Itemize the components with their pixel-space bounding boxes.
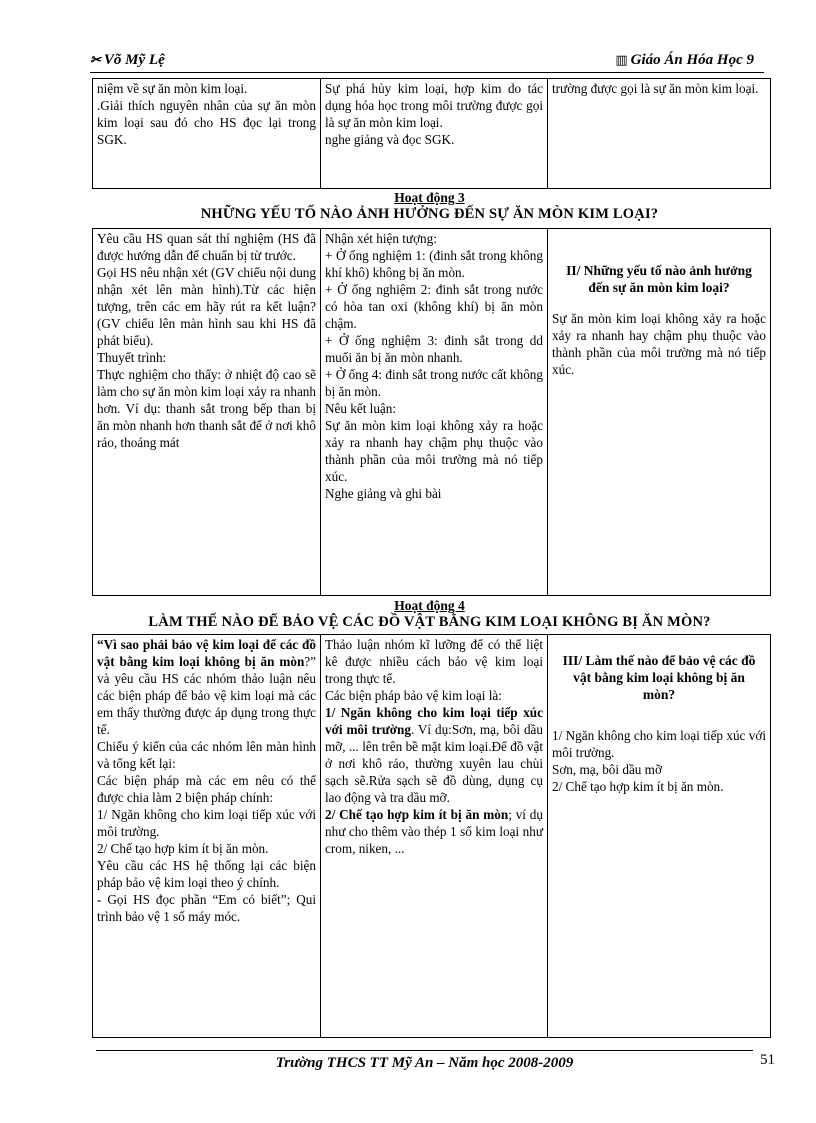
- cont-col2: Sự phá hủy kim loại, hợp kim do tác dụng hóa học trong môi trường được gọi là sự ăn mòn kim loại. nghe giảng và đọc SGK.: [321, 79, 548, 189]
- table-activity3: [92, 228, 771, 596]
- cont-col3: trường được gọi là sự ăn mòn kim loại.: [548, 79, 771, 189]
- page-header: [90, 50, 754, 72]
- activity4-label: Hoạt động 4: [394, 598, 465, 613]
- scissors-icon: ✂: [90, 52, 101, 67]
- activity3-heading: [92, 190, 767, 223]
- activity4-teacher-col: “Vì sao phải bảo vệ kim loại để các đồ vật bằng kim loại không bị ăn mòn?” và yêu cầu HS các nhóm thảo luận nêu các biện pháp để bảo vệ kim loại mà các em thấy thường được áp dụng trong thực tế. Chiếu ý kiến của các nhóm lên màn hình và tổng kết lại: Các biện pháp mà các em nêu có thể được chia làm 2 biện pháp chính: 1/ Ngăn không cho kim loại tiếp xúc với môi trường. 2/ Chế tạo hợp kim ít bị ăn mòn. Yêu cầu các HS hệ thống lại các biện pháp bảo vệ kim loại theo ý chính. - Gọi HS đọc phần “Em có biết”; Qui trình bảo vệ 1 số máy móc.: [93, 635, 321, 1038]
- activity3-content-col: II/ Những yếu tố nào ảnh hưởng đến sự ăn mòn kim loại? Sự ăn mòn kim loại không xảy ra hoặc xảy ra nhanh hay chậm phụ thuộc vào thành phần của môi trường mà nó tiếp xúc.: [548, 229, 771, 596]
- table-activity4: [92, 634, 771, 1038]
- activity3-section-heading: II/ Những yếu tố nào ảnh hưởng đến sự ăn mòn kim loại?: [566, 263, 752, 295]
- activity4-title: LÀM THẾ NÀO ĐỂ BẢO VỆ CÁC ĐỒ VẬT BẰNG KIM LOẠI KHÔNG BỊ ĂN MÒN?: [148, 614, 711, 630]
- book-icon: ▥: [615, 52, 628, 67]
- header-subject: ▥ Giáo Án Hóa Học 9: [615, 52, 754, 68]
- activity3-title: NHỮNG YẾU TỐ NÀO ẢNH HƯỞNG ĐẾN SỰ ĂN MÒN KIM LOẠI?: [200, 206, 659, 222]
- footer-school: Trường THCS TT Mỹ An – Năm học 2008-2009: [275, 1055, 574, 1071]
- header-author: ✂ Võ Mỹ Lệ: [90, 52, 165, 68]
- table-continuation: [92, 78, 771, 189]
- activity3-student-col: Nhận xét hiện tượng: + Ở ống nghiệm 1: (đinh sắt trong không khí khô) không bị ăn mòn. + Ở ống nghiệm 2: đinh sắt trong nước có hòa tan oxi (không khí) bị ăn mòn chậm. + Ở ống nghiệm 3: đinh sắt trong dd muối ăn bị ăn mòn nhanh. + Ở ống 4: đinh sắt trong nước cất không bị ăn mòn. Nêu kết luận: Sự ăn mòn kim loại không xảy ra hoặc xảy ra nhanh hay chậm phụ thuộc vào thành phần của môi trường mà nó tiếp xúc. Nghe giảng và ghi bài: [321, 229, 548, 596]
- cont-col1: niệm về sự ăn mòn kim loại. .Giải thích nguyên nhân của sự ăn mòn kim loại sau đó cho HS đọc lại trong SGK.: [93, 79, 321, 189]
- activity3-label: Hoạt động 3: [394, 190, 465, 205]
- activity4-student-col: Thảo luận nhóm kĩ lưỡng để có thể liệt kê được nhiều cách bảo vệ kim loại trong thực tế. Các biện pháp bảo vệ kim loại là: 1/ Ngăn không cho kim loại tiếp xúc với môi trường. Ví dụ:Sơn, mạ, bôi dầu mỡ, ... lên trên bề mặt kim loại.Để đồ vật ở nơi khô ráo, thường xuyên lau chùi sạch sẽ.Rửa sạch sẽ đồ dùng, dụng cụ lao động và tra dầu mỡ. 2/ Chế tạo hợp kim ít bị ăn mòn; ví dụ như cho thêm vào thép 1 số kim loại như crom, niken, ...: [321, 635, 548, 1038]
- activity4-section-heading: III/ Làm thế nào để bảo vệ các đồ vật bằng kim loại không bị ăn mòn?: [562, 653, 756, 702]
- page-number: 51: [760, 1052, 775, 1068]
- footer-rule: [96, 1050, 753, 1051]
- activity4-heading: [92, 598, 767, 631]
- activity4-content-col: III/ Làm thế nào để bảo vệ các đồ vật bằng kim loại không bị ăn mòn? 1/ Ngăn không cho kim loại tiếp xúc với môi trường. Sơn, mạ, bôi dầu mỡ 2/ Chế tạo hợp kim ít bị ăn mòn.: [548, 635, 771, 1038]
- header-rule: [90, 72, 764, 73]
- activity3-teacher-col: Yêu cầu HS quan sát thí nghiệm (HS đã được hướng dẫn để chuẩn bị từ trước. Gọi HS nêu nhận xét (GV chiếu nội dung nhận xét lên màn hình).Từ các hiện tượng, trên các em hãy rút ra kết luận? (GV chiếu lên màn hình sau khi HS đã phát biểu). Thuyết trình: Thực nghiệm cho thấy: ở nhiệt độ cao sẽ làm cho sự ăn mòn kim loại xảy ra nhanh hơn. Ví dụ: thanh sắt trong bếp than bị ăn mòn nhanh hơn thanh sắt để ở nơi khô ráo, thoáng mát: [93, 229, 321, 596]
